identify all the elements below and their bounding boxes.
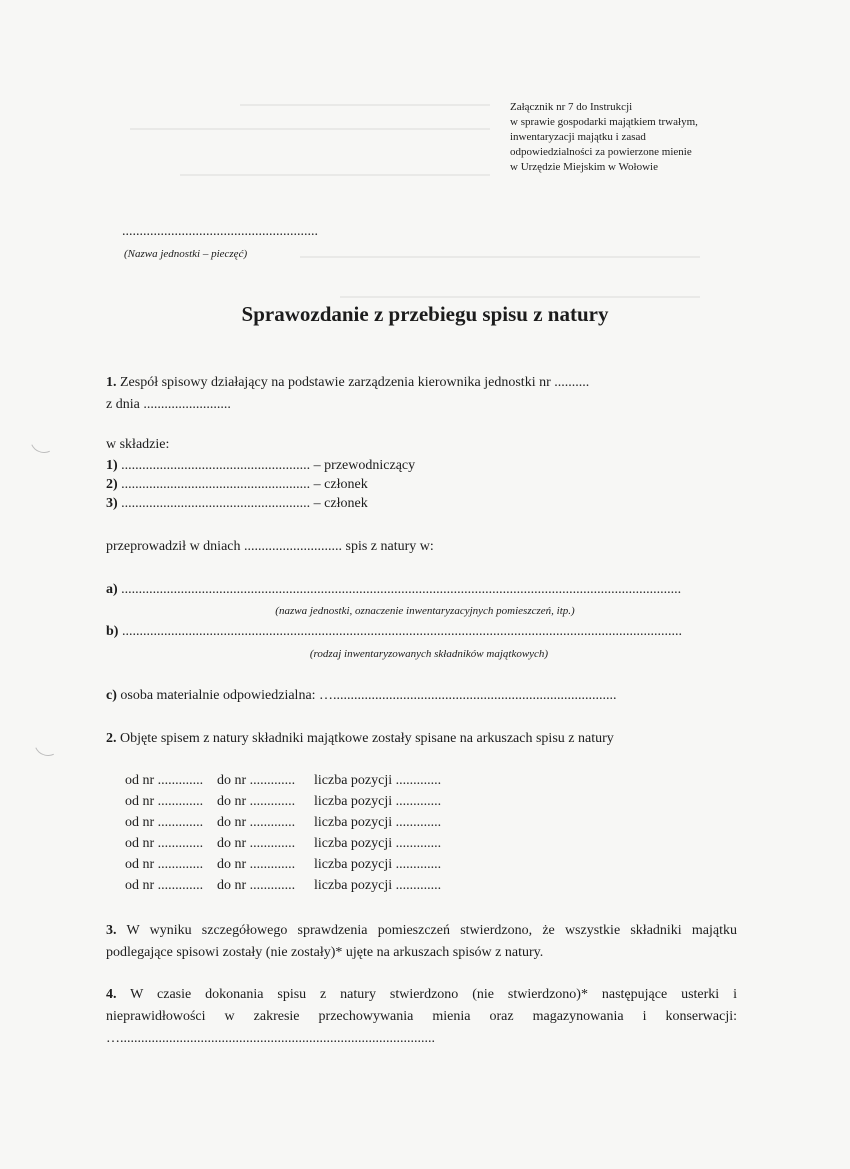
item-a-row — [106, 582, 681, 598]
item-a-label: a) — [106, 582, 118, 597]
sheet-to: do nr ............. — [217, 773, 296, 788]
item-c-row — [106, 688, 617, 704]
section-1-date: z dnia ......................... — [106, 397, 231, 412]
member-row — [106, 477, 368, 493]
bleed-through-line — [130, 128, 490, 130]
paragraph-line: nieprawidłowości w zakresie przechowywania mienia oraz magazynowania i konserwacji: — [106, 1009, 737, 1024]
unit-name-caption: (Nazwa jednostki – pieczęć) — [124, 248, 248, 260]
document-title: Sprawozdanie z przebiegu spisu z natury — [241, 302, 609, 326]
item-a-caption: (nazwa jednostki, oznaczenie inwentaryzacyjnych pomieszczeń, itp.) — [275, 605, 575, 617]
item-a-dots: ................................................................................................................................................................ — [117, 582, 682, 597]
section-3-paragraph — [106, 920, 737, 964]
section-2-heading — [106, 731, 614, 747]
member-row — [106, 458, 415, 474]
item-c-label: c) — [106, 688, 117, 703]
annex-line: w Urzędzie Miejskim w Wołowie — [510, 161, 658, 173]
section-1-line-1 — [106, 375, 589, 391]
sheet-count: liczba pozycji ............. — [314, 857, 442, 872]
section-4-paragraph — [106, 984, 737, 1050]
paragraph-line — [106, 984, 737, 1006]
conducted-line: przeprowadził w dniach ............................ spis z natury w: — [106, 539, 434, 554]
item-b-caption: (rodzaj inwentaryzowanych składników majątkowych) — [309, 648, 549, 660]
annex-line: Załącznik nr 7 do Instrukcji — [510, 101, 633, 113]
member-text: ...................................................... – członek — [117, 477, 368, 492]
item-b-row — [106, 624, 682, 640]
member-number: 3) — [106, 496, 118, 511]
member-text: ...................................................... – członek — [117, 496, 368, 511]
sheet-count: liczba pozycji ............. — [314, 773, 442, 788]
sheet-count: liczba pozycji ............. — [314, 878, 442, 893]
sheet-from: od nr ............. — [125, 815, 204, 830]
item-b-label: b) — [106, 624, 119, 639]
punch-hole-mark — [30, 724, 66, 760]
section-text: Objęte spisem z natury składniki majątkowe zostały spisane na arkuszach spisu z natury — [116, 731, 614, 746]
item-b-dots: ................................................................................................................................................................ — [118, 624, 682, 639]
sheet-to: do nr ............. — [217, 815, 296, 830]
annex-line: w sprawie gospodarki majątkiem trwałym, — [510, 116, 698, 128]
annex-header — [510, 100, 698, 175]
punch-hole-mark — [26, 421, 62, 457]
member-text: ...................................................... – przewodniczący — [117, 458, 416, 473]
paragraph-line — [106, 920, 737, 942]
section-number: 1. — [106, 375, 117, 390]
sheet-count: liczba pozycji ............. — [314, 836, 442, 851]
annex-line: odpowiedzialności za powierzone mienie — [510, 146, 692, 158]
unit-name-dots: ........................................................ — [122, 224, 318, 239]
bleed-through-line — [300, 256, 700, 258]
section-number: 3. — [106, 923, 117, 938]
section-text: W czasie dokonania spisu z natury stwierdzono (nie stwierdzono)* następujące usterki i — [116, 987, 737, 1002]
section-text: W wyniku szczegółowego sprawdzenia pomieszczeń stwierdzono, że wszystkie składniki majątku — [116, 923, 737, 938]
section-text: Zespół spisowy działający na podstawie zarządzenia kierownika jednostki nr .......... — [116, 375, 590, 390]
bleed-through-line — [240, 104, 490, 106]
sheet-count: liczba pozycji ............. — [314, 815, 442, 830]
paragraph-line: podlegające spisowi zostały (nie zostały)* ujęte na arkuszach spisów z natury. — [106, 945, 544, 960]
composition-label: w składzie: — [106, 437, 170, 452]
sheet-from: od nr ............. — [125, 878, 204, 893]
member-row — [106, 496, 368, 512]
section-number: 4. — [106, 987, 117, 1002]
sheet-from: od nr ............. — [125, 773, 204, 788]
sheet-to: do nr ............. — [217, 794, 296, 809]
paragraph-line: ….......................................................................................... — [106, 1031, 435, 1046]
sheet-to: do nr ............. — [217, 836, 296, 851]
sheet-from: od nr ............. — [125, 794, 204, 809]
sheet-from: od nr ............. — [125, 857, 204, 872]
sheet-to: do nr ............. — [217, 878, 296, 893]
section-number: 2. — [106, 731, 117, 746]
bleed-through-line — [180, 174, 490, 176]
member-number: 2) — [106, 477, 118, 492]
bleed-through-line — [340, 296, 700, 298]
item-c-text: osoba materialnie odpowiedzialna: …................................................................................. — [116, 688, 617, 703]
sheet-to: do nr ............. — [217, 857, 296, 872]
member-number: 1) — [106, 458, 118, 473]
sheet-count: liczba pozycji ............. — [314, 794, 442, 809]
annex-line: inwentaryzacji majątku i zasad — [510, 131, 646, 143]
sheet-from: od nr ............. — [125, 836, 204, 851]
